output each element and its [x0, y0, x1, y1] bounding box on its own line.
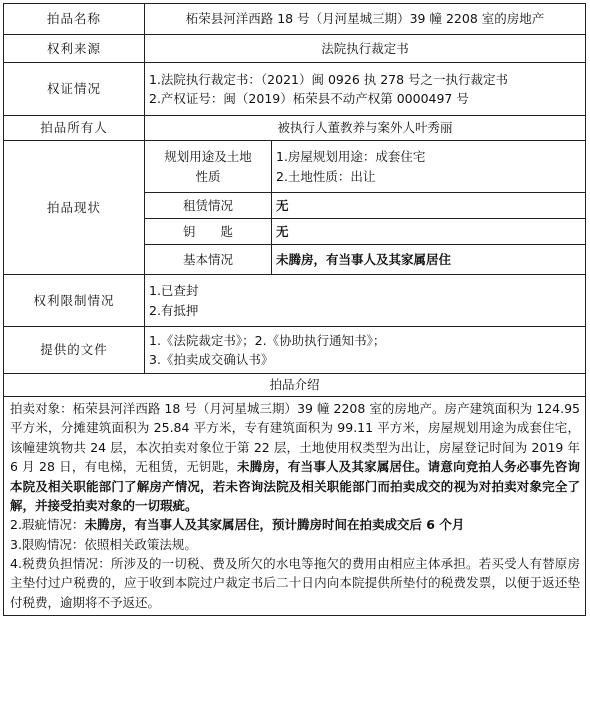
intro-paragraph-4: 4.税费负担情况：所涉及的一切税、费及所欠的水电等拖欠的费用由相应主体承担。若买受人有替原房主垫付过户税费的，应于收到本院过户裁定书后二十日内向本院提供所垫付的税费发票，以便于返还垫付税费，逾期将不予返还。	[10, 556, 580, 610]
row-intro-body	[4, 397, 586, 616]
item-name-label: 拍品名称	[4, 4, 145, 35]
keys-value: 无	[272, 219, 586, 245]
rights-source-value: 法院执行裁定书	[145, 35, 586, 63]
lease-value: 无	[272, 193, 586, 219]
intro-p2-text: 2.瑕疵情况：	[10, 517, 85, 533]
documents-value	[145, 327, 586, 374]
planning-line-2: 2.土地性质：出让	[276, 168, 376, 184]
restrictions-value	[145, 275, 586, 327]
intro-p1-text: 拍卖对象：柘荣县河洋西路 18 号（月河星城三期）39 幢 2208 室的房地产。房产建筑面积为 124.95 平方米，分摊建筑面积为 25.84 平方米，专有建筑面积为 99.11 平方米，房屋规划用途为成套住宅，该幢建筑物共 24 层，本次拍卖对象位于第 22 层，土地使用权类型为出让，房屋登记时间为 2019 年 6 月 28 日，有电梯，无租赁，无钥匙，	[10, 401, 580, 475]
owner-value: 被执行人董教养与案外人叶秀丽	[145, 116, 586, 141]
intro-p2-bold: 未腾房，有当事人及其家属居住，预计腾房时间在拍卖成交后 6 个月	[84, 517, 465, 533]
certificate-value	[145, 63, 586, 116]
certificate-line-1: 1.法院执行裁定书：（2021）闽 0926 执 278 号之一执行裁定书	[149, 71, 509, 87]
auction-info-table	[3, 3, 586, 616]
documents-line-1: 1.《法院裁定书》；2.《协助执行通知书》；	[149, 332, 386, 348]
intro-p1-bold: 未腾房，有当事人及其家属居住。请意向竞拍人务必事先咨询本院及相关职能部门了解房产情况，若未咨询法院及相关职能部门而拍卖成交的视为对拍卖对象完全了解，并接受拍卖对象的一切瑕疵。	[10, 459, 580, 513]
owner-label: 拍品所有人	[4, 116, 145, 141]
intro-paragraph-3: 3.限购情况：依照相关政策法规。	[10, 536, 197, 552]
row-restrictions	[4, 275, 586, 327]
intro-title: 拍品介绍	[4, 374, 586, 397]
intro-body	[4, 397, 586, 616]
row-status-planning	[4, 141, 586, 193]
keys-label: 钥 匙	[145, 219, 272, 245]
item-name-value: 柘荣县河洋西路 18 号（月河星城三期）39 幢 2208 室的房地产	[145, 4, 586, 35]
planning-label-line-2: 性质	[195, 168, 221, 184]
certificate-label: 权证情况	[4, 63, 145, 116]
lease-label: 租赁情况	[145, 193, 272, 219]
certificate-line-2: 2.产权证号：闽（2019）柘荣县不动产权第 0000497 号	[149, 91, 469, 106]
restrictions-line-2: 2.有抵押	[149, 302, 199, 318]
documents-label: 提供的文件	[4, 327, 145, 374]
rights-source-label: 权利来源	[4, 35, 145, 63]
restrictions-label: 权利限制情况	[4, 275, 145, 327]
row-item-name	[4, 4, 586, 35]
row-rights-source	[4, 35, 586, 63]
status-label: 拍品现状	[4, 141, 145, 275]
documents-line-2: 3.《拍卖成交确认书》	[149, 352, 274, 367]
intro-paragraph-2	[10, 515, 580, 534]
basic-value: 未腾房，有当事人及其家属居住	[272, 245, 586, 275]
row-intro-title	[4, 374, 586, 397]
intro-paragraph-1	[10, 399, 580, 515]
planning-label	[145, 141, 272, 193]
table-wrapper	[3, 3, 585, 616]
planning-line-1: 1.房屋规划用途：成套住宅	[276, 149, 426, 165]
planning-value	[272, 141, 586, 193]
planning-label-line-1: 规划用途及土地	[164, 149, 252, 165]
row-documents	[4, 327, 586, 374]
row-owner	[4, 116, 586, 141]
restrictions-line-1: 1.已查封	[149, 283, 199, 299]
row-certificate	[4, 63, 586, 116]
basic-label: 基本情况	[145, 245, 272, 275]
